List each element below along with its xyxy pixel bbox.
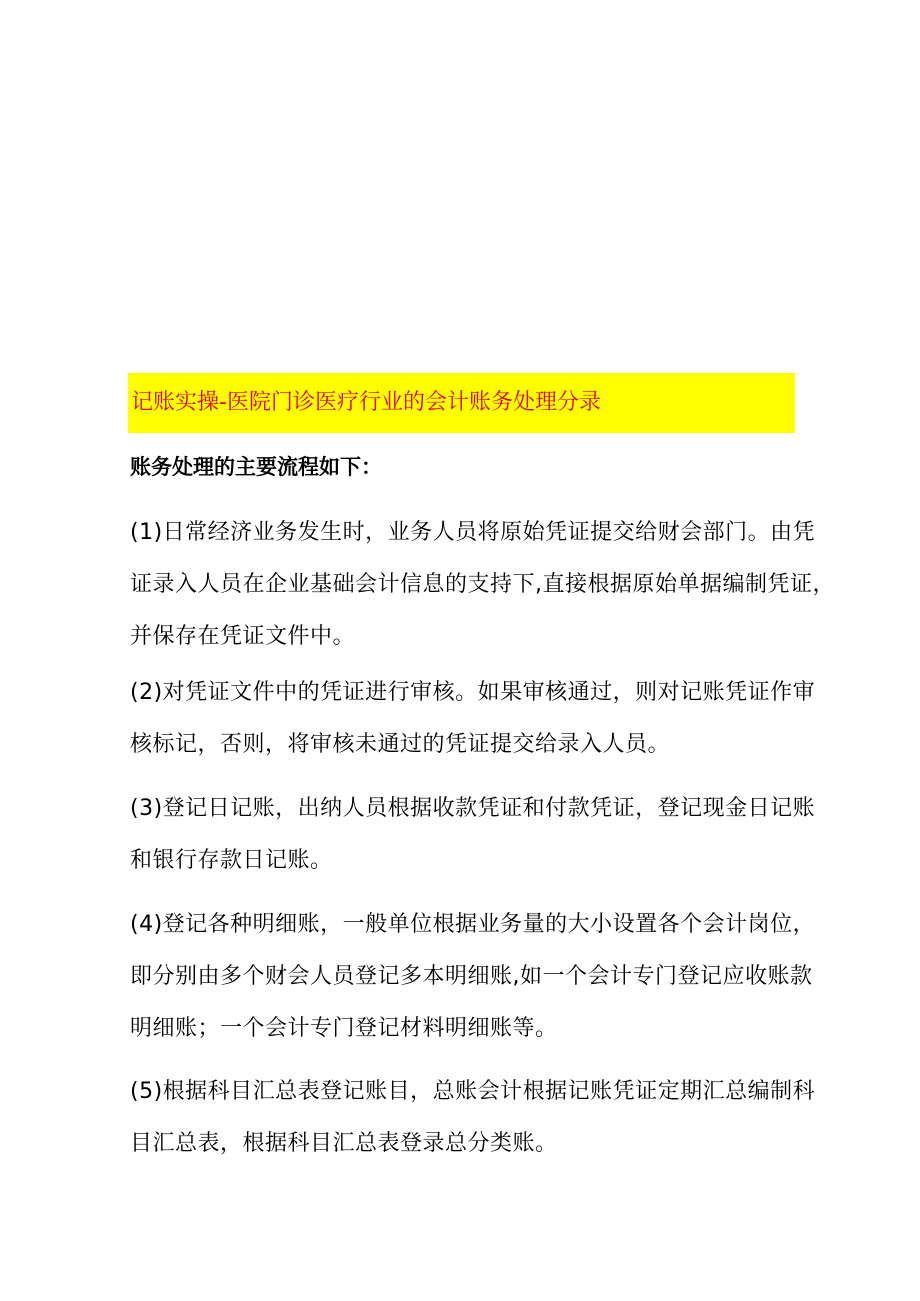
paragraph-step-1 — [130, 507, 835, 663]
paragraph-step-4 — [130, 899, 816, 1055]
paragraph-line: 和银行存款日记账。 — [130, 848, 333, 873]
paragraph-line: (3)登记日记账，出纳人员根据收款凭证和付款凭证，登记现金日记账 — [130, 796, 816, 821]
paragraph-line: (4)登记各种明细账，一般单位根据业务量的大小设置各个会计岗位， — [130, 912, 816, 937]
paragraph-step-5 — [130, 1066, 816, 1170]
paragraph-line: 目汇总表，根据科目汇总表登录总分类账。 — [130, 1131, 558, 1156]
document-title: 记账实操-医院门诊医疗行业的会计账务处理分录 — [131, 390, 601, 415]
paragraph-line: 明细账；一个会计专门登记材料明细账等。 — [130, 1016, 558, 1041]
paragraph-step-3 — [130, 783, 816, 887]
paragraph-line: (5)根据科目汇总表登记账目，总账会计根据记账凭证定期汇总编制科 — [130, 1079, 816, 1104]
title-highlight-bar — [128, 373, 795, 433]
paragraph-line: 并保存在凭证文件中。 — [130, 624, 356, 649]
paragraph-line: 核标记，否则，将审核未通过的凭证提交给录入人员。 — [130, 732, 671, 757]
paragraph-line: 证录入人员在企业基础会计信息的支持下,直接根据原始单据编制凭证， — [130, 572, 835, 597]
section-heading: 账务处理的主要流程如下： — [130, 455, 382, 479]
paragraph-step-2 — [130, 667, 816, 771]
paragraph-line: (1)日常经济业务发生时，业务人员将原始凭证提交给财会部门。由凭 — [130, 520, 816, 545]
paragraph-line: 即分别由多个财会人员登记多本明细账,如一个会计专门登记应收账款 — [130, 964, 813, 989]
paragraph-line: (2)对凭证文件中的凭证进行审核。如果审核通过，则对记账凭证作审 — [130, 680, 816, 705]
